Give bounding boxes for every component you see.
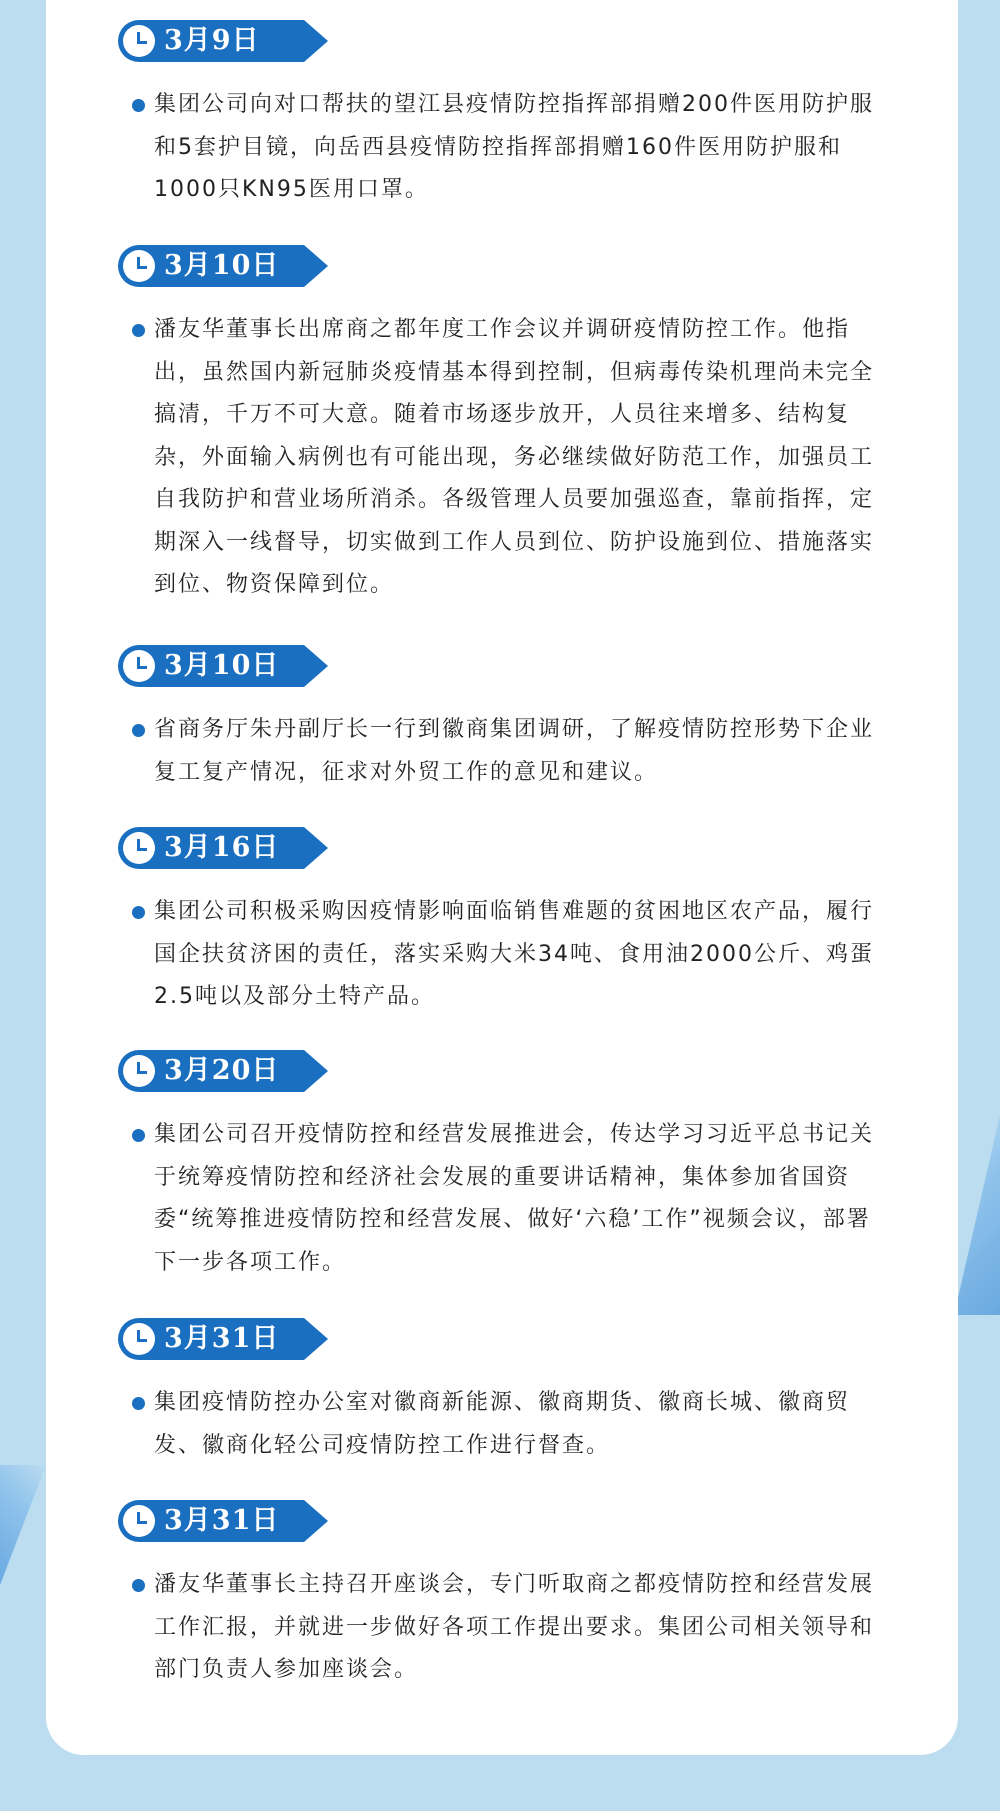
entry-text: 集团公司召开疫情防控和经营发展推进会，传达学习习近平总书记关于统筹疫情防控和经济社会发展的重要讲话精神，集体参加省国资委“统筹推进疫情防控和经营发展、做好‘六稳’工作”视频会议，部署下一步各项工作。 — [154, 1122, 875, 1275]
date-label: 3月20日 — [164, 1055, 280, 1086]
decorative-corner-right — [954, 1115, 1000, 1315]
entry-paragraph — [118, 709, 888, 794]
clock-icon — [123, 25, 155, 57]
entry-text: 潘友华董事长主持召开座谈会，专门听取商之都疫情防控和经营发展工作汇报，并就进一步做好各项工作提出要求。集团公司相关领导和部门负责人参加座谈会。 — [154, 1572, 875, 1682]
entry-text: 集团公司积极采购因疫情影响面临销售难题的贫困地区农产品，履行国企扶贫济困的责任，落实采购大米34吨、食用油2000公斤、鸡蛋2.5吨以及部分土特产品。 — [154, 899, 875, 1009]
clock-icon — [123, 1505, 155, 1537]
entry-paragraph — [118, 309, 888, 607]
bullet-dot-icon — [132, 324, 145, 337]
entry-text: 集团公司向对口帮扶的望江县疫情防控指挥部捐赠200件医用防护服和5套护目镜，向岳西县疫情防控指挥部捐赠160件医用防护服和1000只KN95医用口罩。 — [154, 92, 874, 202]
entry-paragraph — [118, 84, 888, 212]
timeline-entry-6 — [118, 1318, 888, 1467]
clock-icon — [123, 250, 155, 282]
timeline-entry-3 — [118, 645, 888, 794]
bullet-dot-icon — [132, 1129, 145, 1142]
entry-paragraph — [118, 1382, 888, 1467]
clock-icon — [123, 1055, 155, 1087]
decorative-corner-left — [0, 1465, 46, 1585]
timeline-entry-2 — [118, 245, 888, 607]
bullet-dot-icon — [132, 1397, 145, 1410]
date-badge — [118, 1050, 328, 1092]
date-label: 3月10日 — [164, 650, 280, 681]
entry-text: 潘友华董事长出席商之都年度工作会议并调研疫情防控工作。他指出，虽然国内新冠肺炎疫情基本得到控制，但病毒传染机理尚未完全搞清，千万不可大意。随着市场逐步放开，人员往来增多、结构复杂，外面输入病例也有可能出现，务必继续做好防范工作，加强员工自我防护和营业场所消杀。各级管理人员要加强巡查，靠前指挥，定期深入一线督导，切实做到工作人员到位、防护设施到位、措施落实到位、物资保障到位。 — [154, 317, 875, 597]
timeline-entry-5 — [118, 1050, 888, 1284]
date-label: 3月31日 — [164, 1323, 280, 1354]
date-label: 3月10日 — [164, 250, 280, 281]
date-label: 3月16日 — [164, 832, 280, 863]
entry-paragraph — [118, 1114, 888, 1284]
date-badge — [118, 827, 328, 869]
bullet-dot-icon — [132, 1579, 145, 1592]
timeline-entry-1 — [118, 20, 888, 212]
date-label: 3月9日 — [164, 25, 260, 56]
timeline-entry-4 — [118, 827, 888, 1019]
bullet-dot-icon — [132, 906, 145, 919]
bullet-dot-icon — [132, 724, 145, 737]
date-badge — [118, 645, 328, 687]
clock-icon — [123, 832, 155, 864]
clock-icon — [123, 650, 155, 682]
bullet-dot-icon — [132, 99, 145, 112]
entry-paragraph — [118, 1564, 888, 1692]
entry-paragraph — [118, 891, 888, 1019]
timeline-entry-7 — [118, 1500, 888, 1692]
clock-icon — [123, 1323, 155, 1355]
date-badge — [118, 1500, 328, 1542]
date-label: 3月31日 — [164, 1505, 280, 1536]
date-badge — [118, 1318, 328, 1360]
entry-text: 省商务厅朱丹副厅长一行到徽商集团调研，了解疫情防控形势下企业复工复产情况，征求对外贸工作的意见和建议。 — [154, 717, 875, 785]
date-badge — [118, 245, 328, 287]
entry-text: 集团疫情防控办公室对徽商新能源、徽商期货、徽商长城、徽商贸发、徽商化轻公司疫情防控工作进行督查。 — [154, 1390, 851, 1458]
date-badge — [118, 20, 328, 62]
